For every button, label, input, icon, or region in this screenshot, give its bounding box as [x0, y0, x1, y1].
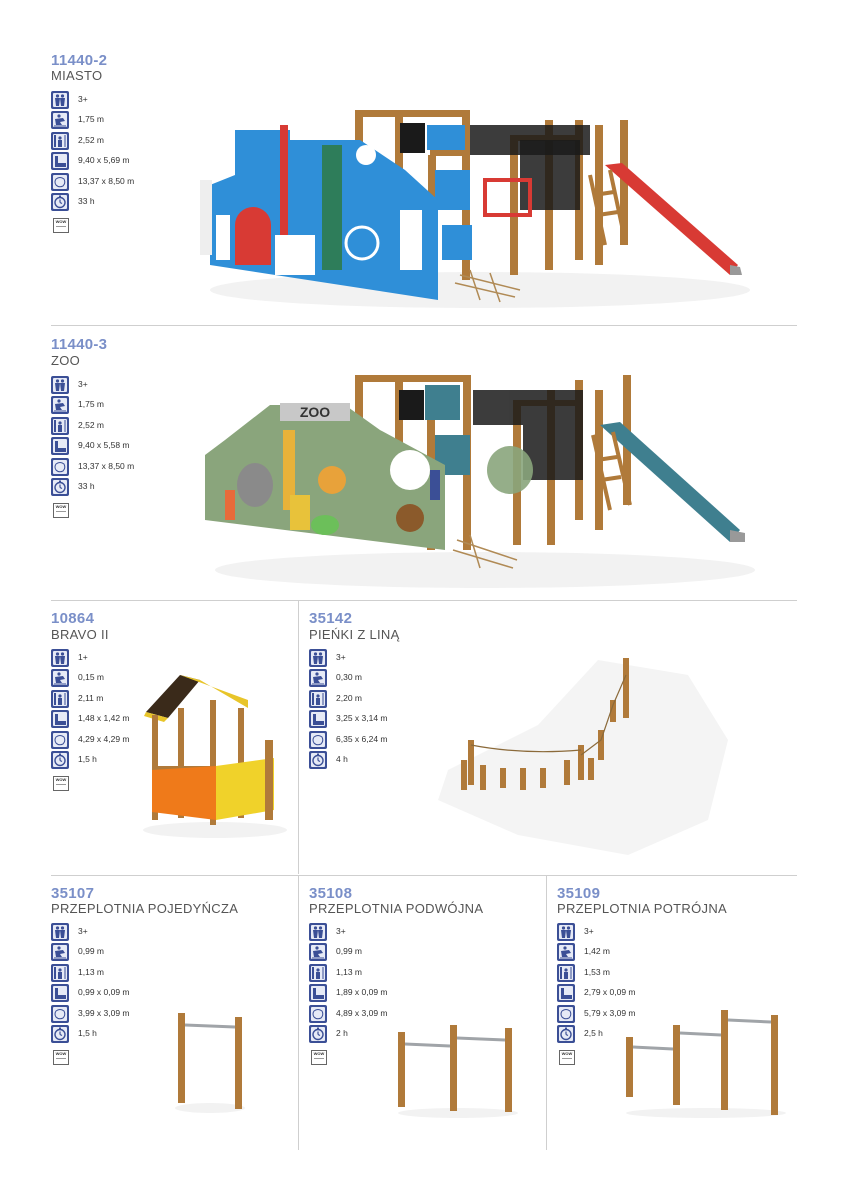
spec-value: 3+ — [78, 94, 88, 104]
spec-value: 1+ — [78, 652, 88, 662]
product-card-pienki — [298, 600, 798, 875]
total-height-icon — [51, 132, 69, 150]
spec-value: 33 h — [78, 195, 95, 206]
installation-time-icon — [309, 1025, 327, 1043]
wow-speed-badge: WOW — [53, 503, 69, 518]
spec-value: 0,99 m — [78, 946, 104, 957]
product-name: MIASTO — [51, 68, 103, 83]
product-name: PRZEPLOTNIA POTRÓJNA — [557, 901, 727, 916]
total-height-icon — [557, 964, 575, 982]
wow-speed-badge: WOW — [53, 1050, 69, 1065]
wow-speed-badge: WOW — [53, 218, 69, 233]
dimensions-icon — [51, 710, 69, 728]
fall-height-icon — [51, 669, 69, 687]
spec-value: 4,89 x 3,09 m — [336, 1007, 388, 1018]
age-icon — [557, 923, 575, 941]
age-icon — [51, 649, 69, 667]
installation-time-icon — [51, 478, 69, 496]
dimensions-icon — [51, 437, 69, 455]
safety-zone-icon — [51, 731, 69, 749]
spec-value: 3,25 x 3,14 m — [336, 713, 388, 724]
spec-value: 0,99 x 0,09 m — [78, 987, 130, 998]
age-icon — [51, 923, 69, 941]
spec-value: 9,40 x 5,58 m — [78, 440, 130, 451]
spec-value: 1,89 x 0,09 m — [336, 987, 388, 998]
total-height-icon — [309, 964, 327, 982]
fall-height-icon — [51, 943, 69, 961]
spec-value: 3+ — [78, 926, 88, 936]
spec-value: 9,40 x 5,69 m — [78, 155, 130, 166]
spec-value: 3,99 x 3,09 m — [78, 1007, 130, 1018]
spec-value: 1,53 m — [584, 966, 610, 977]
spec-value: 2,11 m — [78, 692, 104, 703]
dimensions-icon — [557, 984, 575, 1002]
dimensions-icon — [309, 984, 327, 1002]
wow-speed-badge: WOW — [559, 1050, 575, 1065]
spec-value: 6,35 x 6,24 m — [336, 733, 388, 744]
product-code: 35109 — [557, 885, 601, 902]
spec-value: 1,5 h — [78, 753, 97, 764]
product-code: 35108 — [309, 885, 353, 902]
spec-value: 2,52 m — [78, 419, 104, 430]
safety-zone-icon — [309, 731, 327, 749]
dimensions-icon — [51, 152, 69, 170]
spec-value: 4,29 x 4,29 m — [78, 733, 130, 744]
spec-value: 1,13 m — [78, 966, 104, 977]
spec-value: 5,79 x 3,09 m — [584, 1007, 636, 1018]
product-card-miasto — [0, 0, 849, 325]
product-code: 35142 — [309, 610, 353, 627]
total-height-icon — [309, 690, 327, 708]
installation-time-icon — [51, 1025, 69, 1043]
dimensions-icon — [309, 710, 327, 728]
spec-value: 33 h — [78, 480, 95, 491]
safety-zone-icon — [51, 173, 69, 191]
installation-time-icon — [557, 1025, 575, 1043]
spec-value: 13,37 x 8,50 m — [78, 460, 135, 471]
fall-height-icon — [557, 943, 575, 961]
spec-value: 2,79 x 0,09 m — [584, 987, 636, 998]
spec-value: 0,15 m — [78, 672, 104, 683]
spec-value: 1,75 m — [78, 399, 104, 410]
spec-value: 1,75 m — [78, 114, 104, 125]
spec-value: 2 h — [336, 1027, 348, 1038]
spec-value: 2,20 m — [336, 692, 362, 703]
installation-time-icon — [51, 193, 69, 211]
playground-zoo-image — [195, 370, 755, 595]
spec-value: 3+ — [336, 926, 346, 936]
product-name: BRAVO II — [51, 627, 109, 642]
product-card-przeplotnia-pojedyncza — [0, 875, 298, 1150]
spec-value: 0,30 m — [336, 672, 362, 683]
product-name: ZOO — [51, 353, 81, 368]
total-height-icon — [51, 690, 69, 708]
product-name: PRZEPLOTNIA PODWÓJNA — [309, 901, 484, 916]
age-icon — [51, 91, 69, 109]
product-card-przeplotnia-podwojna — [298, 875, 546, 1150]
fall-height-icon — [309, 943, 327, 961]
age-icon — [309, 923, 327, 941]
fall-height-icon — [309, 669, 327, 687]
dimensions-icon — [51, 984, 69, 1002]
spec-value: 0,99 m — [336, 946, 362, 957]
product-code: 35107 — [51, 885, 95, 902]
spec-value: 3+ — [336, 652, 346, 662]
spec-value: 2,5 h — [584, 1027, 603, 1038]
product-code: 11440-2 — [51, 52, 108, 69]
age-icon — [51, 376, 69, 394]
spec-value: 3+ — [584, 926, 594, 936]
age-icon — [309, 649, 327, 667]
playground-miasto-image — [190, 95, 750, 310]
spec-value: 3+ — [78, 379, 88, 389]
monkey-bar-double-image — [393, 1020, 523, 1120]
zoo-sign: ZOO — [299, 404, 331, 420]
spec-value: 2,52 m — [78, 134, 104, 145]
safety-zone-icon — [51, 458, 69, 476]
wow-speed-badge: WOW — [311, 1050, 327, 1065]
product-card-bravo-ii — [0, 600, 298, 875]
product-code: 11440-3 — [51, 336, 108, 353]
spec-value: 4 h — [336, 753, 348, 764]
safety-zone-icon — [557, 1005, 575, 1023]
installation-time-icon — [309, 751, 327, 769]
playhouse-bravo-image — [140, 670, 290, 840]
monkey-bar-triple-image — [621, 1005, 791, 1120]
spec-value: 1,13 m — [336, 966, 362, 977]
product-code: 10864 — [51, 610, 95, 627]
fall-height-icon — [51, 111, 69, 129]
safety-zone-icon — [51, 1005, 69, 1023]
wow-speed-badge: WOW — [53, 776, 69, 791]
total-height-icon — [51, 417, 69, 435]
spec-value: 13,37 x 8,50 m — [78, 175, 135, 186]
product-card-zoo — [0, 325, 849, 600]
spec-value: 1,5 h — [78, 1027, 97, 1038]
product-name: PIEŃKI Z LINĄ — [309, 627, 400, 642]
spec-value: 1,48 x 1,42 m — [78, 713, 130, 724]
stumps-with-rope-image — [428, 650, 748, 860]
safety-zone-icon — [309, 1005, 327, 1023]
product-name: PRZEPLOTNIA POJEDYŃCZA — [51, 901, 239, 916]
monkey-bar-single-image — [170, 1005, 250, 1115]
installation-time-icon — [51, 751, 69, 769]
spec-value: 1,42 m — [584, 946, 610, 957]
product-card-przeplotnia-potrojna — [546, 875, 798, 1150]
fall-height-icon — [51, 396, 69, 414]
total-height-icon — [51, 964, 69, 982]
